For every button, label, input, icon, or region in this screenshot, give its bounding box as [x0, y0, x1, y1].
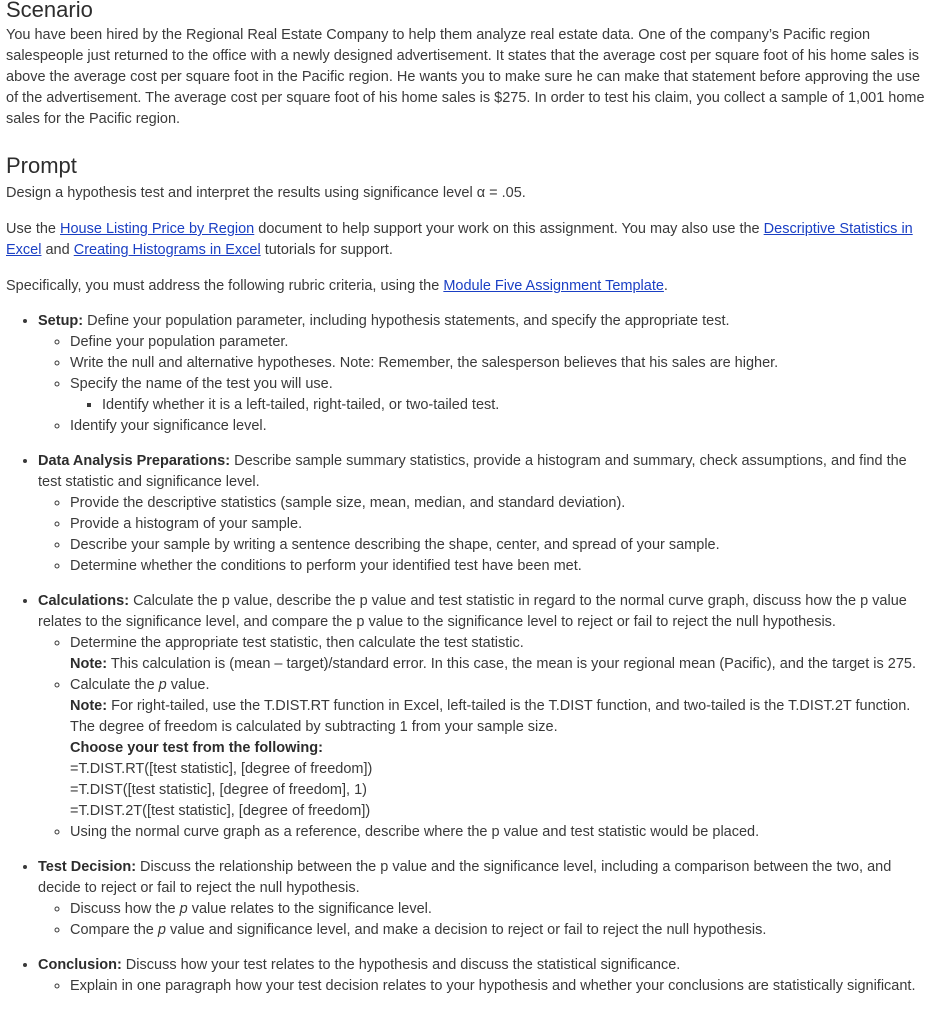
rubric-intro-period: .: [663, 278, 668, 294]
list-item-text-post: value.: [166, 677, 210, 693]
calc-sublist: [38, 633, 934, 843]
calc-note-2: [70, 696, 934, 738]
list-item: ◦ Explain in one paragraph how your test decision relates to your hypothesis and whether your conclusions are statistically significant.: [70, 976, 934, 997]
note-text: This calculation is (mean – target)/standard error. In this case, the mean is your regional mean (Pacific), and the target is 275.: [107, 656, 916, 672]
formula-two-tailed: =T.DIST.2T([test statistic], [degree of freedom]): [70, 803, 371, 819]
resources-paragraph: [6, 219, 934, 261]
calc-note-1: [70, 654, 934, 675]
prompt-intro: Design a hypothesis test and interpret the results using significance level α = .05.: [6, 185, 526, 201]
rubric-criteria-list: [6, 311, 934, 997]
criterion-conclusion-label: Conclusion:: [38, 957, 122, 973]
list-item-text: Determine the appropriate test statistic, then calculate the test statistic.: [70, 635, 524, 651]
criterion-decision-label: Test Decision:: [38, 859, 137, 875]
p-italic: p: [158, 677, 167, 693]
creating-histograms-link[interactable]: Creating Histograms in Excel: [73, 242, 261, 258]
list-item-text-post: value relates to the significance level.: [187, 901, 432, 917]
rubric-intro-text: Specifically, you must address the following rubric criteria, using the: [6, 278, 444, 294]
module-five-template-link[interactable]: Module Five Assignment Template: [443, 278, 664, 294]
list-item: [70, 633, 934, 675]
list-item-text: Specify the name of the test you will use.: [70, 376, 333, 392]
criterion-test-decision: [38, 857, 934, 941]
list-item: ◦ Define your population parameter.: [70, 332, 934, 353]
list-item-text-pre: Compare the: [70, 922, 158, 938]
p-italic: p: [179, 901, 188, 917]
resources-text-3: and: [41, 242, 74, 258]
house-listing-link[interactable]: House Listing Price by Region: [60, 221, 255, 237]
criterion-prep-label: Data Analysis Preparations:: [38, 453, 231, 469]
list-item: ▪ Identify whether it is a left-tailed, right-tailed, or two-tailed test.: [102, 395, 934, 416]
rubric-intro-paragraph: [6, 276, 934, 297]
list-item: ◦ Describe your sample by writing a sentence describing the shape, center, and spread of your sample.: [70, 535, 934, 556]
criterion-setup: [38, 311, 934, 437]
formula-right-tailed: =T.DIST.RT([test statistic], [degree of freedom]): [70, 761, 373, 777]
list-item: [70, 899, 934, 920]
criterion-calc-label: Calculations:: [38, 593, 130, 609]
scenario-text: You have been hired by the Regional Real Estate Company to help them analyze real estate data. One of the company’s Pacific region salespeople just returned to the office with a newly designed advertisement. It states that the average cost per square foot of his home sales is above the average cost per square foot in the Pacific region. He wants you to make sure he can make that statement before approving the use of the advertisement. The average cost per square foot of his home sales is $275. In order to test his claim, you collect a sample of 1,001 home sales for the Pacific region.: [6, 27, 925, 127]
note-text: For right-tailed, use the T.DIST.RT function in Excel, left-tailed is the T.DIST function, and two-tailed is the T.DIST.2T function. The degree of freedom is calculated by subtracting 1 from your sample size.: [70, 698, 911, 735]
prompt-heading: Prompt: [6, 153, 77, 178]
formula-left-tailed: =T.DIST([test statistic], [degree of freedom], 1): [70, 782, 367, 798]
decision-sublist: [38, 899, 934, 941]
list-item: ◦ Provide a histogram of your sample.: [70, 514, 934, 535]
list-item: ◦ Using the normal curve graph as a reference, describe where the p value and test statistic would be placed.: [70, 822, 934, 843]
criterion-setup-desc: Define your population parameter, including hypothesis statements, and specify the appropriate test.: [83, 313, 730, 329]
criterion-decision-desc: Discuss the relationship between the p value and the significance level, including a comparison between the two, and decide to reject or fail to reject the null hypothesis.: [38, 859, 892, 896]
note-label: Note:: [70, 656, 108, 672]
resources-text-2: document to help support your work on this assignment. You may also use the: [254, 221, 764, 237]
list-item: ◦ Provide the descriptive statistics (sample size, mean, median, and standard deviation).: [70, 493, 934, 514]
list-item: [70, 675, 934, 822]
list-item: ◦ Determine whether the conditions to perform your identified test have been met.: [70, 556, 934, 577]
criterion-prep-desc: Describe sample summary statistics, provide a histogram and summary, check assumptions, and find the test statistic and significance level.: [38, 453, 907, 490]
list-item-text-pre: Calculate the: [70, 677, 159, 693]
scenario-heading: Scenario: [6, 0, 93, 22]
criterion-data-analysis-preparations: [38, 451, 934, 577]
setup-sublist: [38, 332, 934, 437]
prep-sublist: [38, 493, 934, 577]
choose-test-heading: Choose your test from the following:: [70, 740, 323, 756]
list-item-text-post: value and significance level, and make a decision to reject or fail to reject the null hypothesis.: [165, 922, 767, 938]
criterion-calc-desc: Calculate the p value, describe the p value and test statistic in regard to the normal curve graph, discuss how the p value relates to the significance level, and compare the p value to the significance level to reject or fail to reject the null hypothesis.: [38, 593, 907, 630]
resources-text-4: tutorials for support.: [260, 242, 393, 258]
list-item: [70, 920, 934, 941]
criterion-conclusion-desc: Discuss how your test relates to the hypothesis and discuss the statistical significance.: [121, 957, 681, 973]
criterion-conclusion: [38, 955, 934, 997]
conclusion-sublist: [38, 976, 934, 997]
note-label: Note:: [70, 698, 108, 714]
list-item: [70, 374, 934, 416]
list-item: ◦ Write the null and alternative hypotheses. Note: Remember, the salesperson believes that his sales are higher.: [70, 353, 934, 374]
criterion-setup-label: Setup:: [38, 313, 84, 329]
p-italic: p: [157, 922, 166, 938]
resources-text-1: Use the: [6, 221, 60, 237]
list-item: ◦ Identify your significance level.: [70, 416, 934, 437]
descriptive-statistics-link[interactable]: Descriptive Statistics in Excel: [6, 221, 913, 258]
criterion-calculations: [38, 591, 934, 843]
list-item-text-pre: Discuss how the: [70, 901, 180, 917]
setup-test-sublist: [70, 395, 934, 416]
